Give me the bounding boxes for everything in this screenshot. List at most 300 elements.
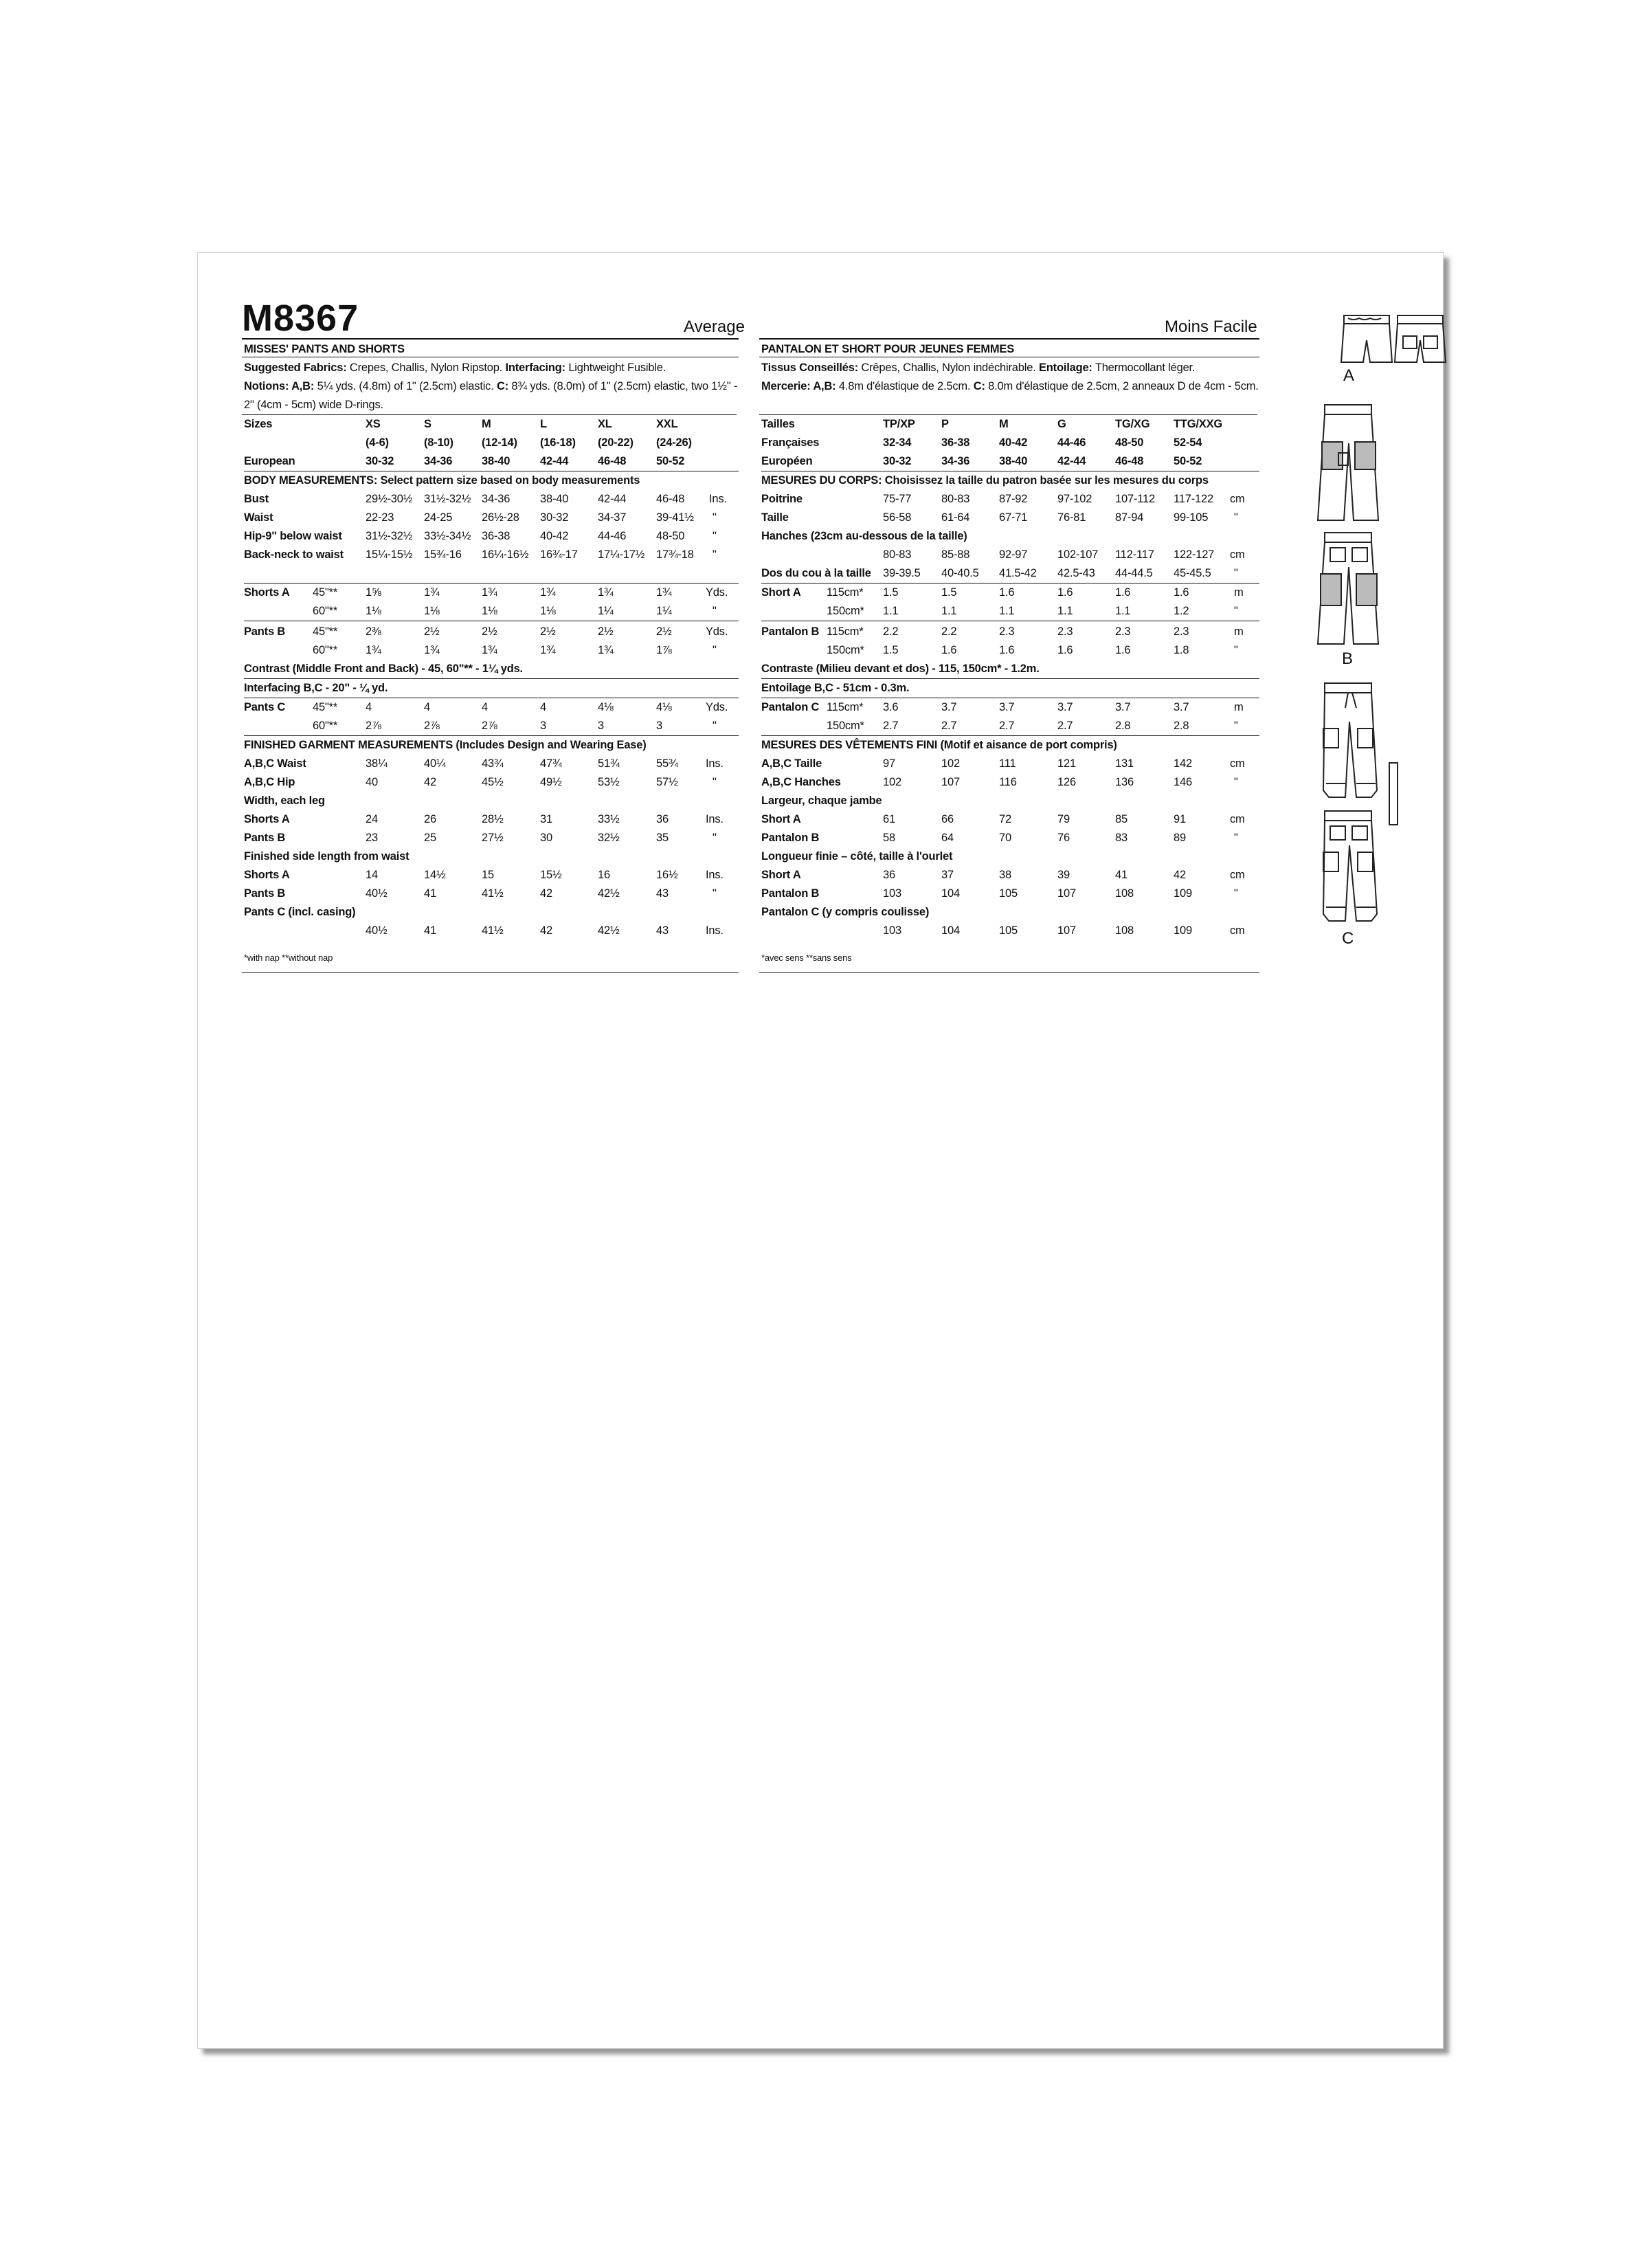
width-leg-label: Largeur, chaque jambe	[761, 794, 882, 807]
cell: 1¼	[598, 605, 614, 617]
cell: 16	[598, 869, 610, 881]
european-cell: 46-48	[598, 455, 627, 467]
yardage-row	[244, 717, 739, 736]
european-cell: 42-44	[540, 455, 569, 467]
cell: 1.1	[1057, 605, 1073, 617]
cell: 2½	[540, 625, 556, 638]
finished-row	[761, 773, 1259, 792]
fabric-width: 115cm*	[827, 625, 864, 638]
cell: 22-23	[366, 511, 394, 524]
cell: 1.1	[999, 605, 1015, 617]
cell: 105	[999, 924, 1018, 937]
cell: 111	[999, 757, 1016, 770]
cell: 46-48	[656, 493, 685, 505]
interfacing-bc-fr: Entoilage B,C - 51cm - 0.3m.	[761, 679, 1259, 698]
cell: 30-32	[883, 455, 912, 467]
cell: 97	[883, 757, 895, 770]
width-leg-label: Width, each leg	[244, 794, 325, 807]
cell: 55¾	[656, 757, 678, 770]
cell: 146	[1174, 776, 1192, 788]
cell: 16¾-17	[540, 548, 578, 561]
yardage-row	[244, 583, 739, 602]
row-label: Back-neck to waist	[244, 548, 344, 561]
cell: 4	[482, 701, 488, 713]
cell: 80-83	[883, 548, 912, 561]
cell: 33½	[598, 813, 620, 825]
row-label: Shorts A	[244, 869, 290, 881]
unit: "	[713, 530, 717, 542]
cell: 39-41½	[656, 511, 694, 524]
cell: 31½-32½	[424, 493, 471, 505]
size-us-cell: (16-18)	[540, 436, 576, 449]
finished-row	[761, 829, 1259, 847]
european-cell: 50-52	[656, 455, 685, 467]
cell: 38-40	[999, 455, 1028, 467]
unit: "	[713, 548, 717, 561]
cell: 109	[1174, 887, 1192, 900]
european-label: European	[244, 455, 295, 467]
yardage-row	[761, 623, 1259, 641]
cell: 42-44	[1057, 455, 1086, 467]
cell: 97-102	[1057, 493, 1092, 505]
cell: 2½	[482, 625, 497, 638]
row-label: Pants B	[244, 887, 286, 900]
cell: 2.3	[1057, 625, 1073, 638]
yardage-row	[244, 641, 739, 660]
cell: 42	[1174, 869, 1186, 881]
row-label: Hip-9" below waist	[244, 530, 342, 542]
cell: 104	[941, 924, 960, 937]
cell: 89	[1174, 832, 1186, 844]
cell: 2.3	[1174, 625, 1189, 638]
fabric-width: 150cm*	[827, 644, 864, 656]
cell: 50-52	[1174, 455, 1202, 467]
cell: 108	[1115, 887, 1134, 900]
cell: 14	[366, 869, 378, 881]
cell: 1.5	[883, 644, 899, 656]
cell: 2½	[598, 625, 614, 638]
cell: 40-42	[540, 530, 569, 542]
cell: 1¾	[424, 586, 440, 599]
cell: 15¾-16	[424, 548, 462, 561]
unit: "	[1234, 567, 1238, 579]
size-us-cell: (8-10)	[424, 436, 453, 449]
difficulty-fr: Moins Facile	[1165, 318, 1257, 336]
unit: "	[1234, 644, 1238, 656]
cell: 122-127	[1174, 548, 1215, 561]
cell: 64	[941, 832, 954, 844]
cell: 4	[424, 701, 430, 713]
cell: 43	[656, 887, 669, 900]
unit: Ins.	[706, 869, 723, 881]
view-label-c: C	[1342, 929, 1354, 948]
unit: cm	[1230, 757, 1245, 770]
unit: cm	[1230, 813, 1245, 825]
cell: 66	[941, 813, 954, 825]
row-label: Pantalon B	[761, 887, 820, 900]
row-label: Pants C	[244, 701, 286, 713]
cell: 43¾	[482, 757, 504, 770]
cell: 1⅛	[366, 605, 381, 617]
row-label: Short A	[761, 869, 801, 881]
cell: 42½	[598, 924, 620, 937]
unit: Ins.	[709, 493, 727, 505]
spacer	[244, 564, 739, 583]
cell: 3.7	[1115, 701, 1131, 713]
cell: 2½	[656, 625, 672, 638]
cell: 36	[883, 869, 895, 881]
cell: 109	[1174, 924, 1192, 937]
unit: cm	[1230, 548, 1245, 561]
row-label: A,B,C Hanches	[761, 776, 841, 788]
notions-c: 8.0m d'élastique de 2.5cm, 2 anneaux D de 4cm - 5cm.	[988, 380, 1259, 392]
cell: 4⅛	[598, 701, 614, 713]
drawstring	[1345, 693, 1356, 708]
size-cell: S	[424, 418, 431, 430]
cell: 1.6	[941, 644, 957, 656]
cell: 42	[540, 924, 552, 937]
fabric-width: 60"**	[313, 605, 338, 617]
contrast-panel	[1356, 574, 1377, 605]
unit: Yds.	[706, 625, 728, 638]
cell: 42½	[598, 887, 620, 900]
back-pocket	[1352, 548, 1367, 562]
unit: "	[713, 832, 717, 844]
cell: 2.3	[999, 625, 1015, 638]
contrast-en: Contrast (Middle Front and Back) - 45, 60"** - 1¼ yds.	[244, 660, 739, 679]
fabric-width: 45"**	[313, 701, 338, 713]
cell: 3.7	[999, 701, 1015, 713]
row-label: Short A	[761, 813, 801, 825]
size-cell: XL	[598, 418, 612, 430]
cell: 1.5	[941, 586, 957, 599]
yardage-row	[761, 717, 1259, 736]
body-row	[761, 564, 1259, 583]
unit: Yds.	[706, 586, 728, 599]
cell: 42	[424, 776, 436, 788]
cell: 1¾	[366, 644, 381, 656]
unit: "	[713, 644, 717, 656]
size-cell: TTG/XXG	[1174, 418, 1223, 430]
fabric-width: 115cm*	[827, 586, 864, 599]
contrast-panel	[1321, 574, 1341, 605]
row-label: Dos du cou à la taille	[761, 567, 871, 579]
cell: 1¾	[540, 644, 556, 656]
row-label: Pants B	[244, 625, 286, 638]
cell: 102-107	[1057, 548, 1099, 561]
european-row-en	[244, 452, 739, 471]
cell: 42-44	[598, 493, 627, 505]
finished-row	[244, 773, 739, 792]
fabrics-text: Crepes, Challis, Nylon Ripstop.	[349, 362, 503, 374]
cell: 15½	[540, 869, 562, 881]
row-label: A,B,C Waist	[244, 757, 306, 770]
cell: 30-32	[540, 511, 569, 524]
cell: 117-122	[1174, 493, 1213, 505]
english-column	[244, 340, 739, 967]
yardage-row	[244, 623, 739, 641]
size-cell: XS	[366, 418, 381, 430]
cell: 126	[1057, 776, 1076, 788]
interfacing-bc-en: Interfacing B,C - 20" - ¼ yd.	[244, 679, 739, 698]
cell: 15¼-15½	[366, 548, 413, 561]
fabrics-text: Crêpes, Challis, Nylon indéchirable.	[861, 362, 1036, 374]
back-pocket	[1330, 826, 1345, 840]
cell: 87-94	[1115, 511, 1144, 524]
rule-bottom-en	[242, 972, 739, 973]
cell: 48-50	[1115, 436, 1144, 449]
cell: 51¾	[598, 757, 620, 770]
cell: 72	[999, 813, 1011, 825]
cell: 14½	[424, 869, 446, 881]
cell: 1⅛	[540, 605, 556, 617]
cell: 87-92	[999, 493, 1028, 505]
cell: 4	[366, 701, 372, 713]
cell: 4	[540, 701, 546, 713]
size-cell: G	[1057, 418, 1066, 430]
cell: 26½-28	[482, 511, 519, 524]
cell: 38-40	[540, 493, 569, 505]
cell: 1⅝	[366, 586, 381, 599]
cell: 25	[424, 832, 436, 844]
cell: 44-46	[598, 530, 627, 542]
cell: 1.1	[941, 605, 957, 617]
cell: 2⅜	[366, 625, 381, 638]
cell: 1⅛	[424, 605, 440, 617]
cell: 104	[941, 887, 960, 900]
notions-c-label: C:	[497, 380, 509, 392]
footnote-en: *with nap **without nap	[244, 953, 333, 963]
cell: 1¾	[598, 644, 614, 656]
cell: 53½	[598, 776, 620, 788]
cell: 85-88	[941, 548, 970, 561]
european-cell: 30-32	[366, 455, 394, 467]
fabric-width: 115cm*	[827, 701, 864, 713]
fabrics-label: Suggested Fabrics:	[244, 362, 347, 374]
sizes-row-en	[244, 415, 739, 434]
cell: 34-36	[941, 455, 970, 467]
cell: 92-97	[999, 548, 1028, 561]
row-label: Pants B	[244, 832, 286, 844]
cell: 1.6	[1115, 586, 1131, 599]
cell: 42.5-43	[1057, 567, 1095, 579]
cell: 80-83	[941, 493, 970, 505]
finished-row	[244, 922, 739, 940]
cell: 136	[1115, 776, 1134, 788]
cell: 3	[598, 720, 604, 732]
side-length-label: Finished side length from waist	[244, 850, 410, 863]
european-label: Européen	[761, 455, 813, 467]
body-heading-en: BODY MEASUREMENTS: Select pattern size based on body measurements	[244, 474, 640, 487]
pants-back-outline	[1323, 811, 1377, 921]
cell: 2.7	[941, 720, 957, 732]
pantalon-c-length-label: Pantalon C (y compris coulisse)	[761, 906, 930, 918]
fabrics-label: Tissus Conseillés:	[761, 362, 858, 374]
cargo-pocket	[1323, 852, 1338, 871]
notions-ab: 4.8m d'élastique de 2.5cm.	[838, 380, 971, 392]
body-row-hip	[244, 527, 739, 546]
cell: 3	[656, 720, 662, 732]
cell: 91	[1174, 813, 1186, 825]
cell: 107	[1057, 924, 1076, 937]
cell: 36	[656, 813, 669, 825]
cell: 49½	[540, 776, 562, 788]
interfacing-label: Entoilage:	[1038, 362, 1092, 374]
row-label: Waist	[244, 511, 273, 524]
finished-row	[244, 866, 739, 885]
cell: 48-50	[656, 530, 685, 542]
unit: "	[713, 605, 717, 617]
cell: 2½	[424, 625, 440, 638]
cell: 1⅛	[482, 605, 497, 617]
cell: 1.6	[999, 586, 1015, 599]
cargo-pocket	[1358, 729, 1373, 748]
unit: "	[1234, 720, 1238, 732]
cell: 40¼	[424, 757, 446, 770]
cell: 2.8	[1174, 720, 1189, 732]
cell: 102	[883, 776, 901, 788]
cell: 38¼	[366, 757, 388, 770]
cell: 75-77	[883, 493, 912, 505]
interfacing-text: Lightweight Fusible.	[568, 362, 666, 374]
cell: 31½-32½	[366, 530, 413, 542]
fabrics-fr	[761, 359, 1259, 377]
cell: 38	[999, 869, 1011, 881]
cell: 102	[941, 757, 960, 770]
row-label: Short A	[761, 586, 801, 599]
fabric-width: 150cm*	[827, 605, 864, 617]
cell: 2.2	[941, 625, 957, 638]
size-us-cell: (4-6)	[366, 436, 389, 449]
cell: 41½	[482, 924, 504, 937]
finished-row	[244, 829, 739, 847]
cell: 1.5	[883, 586, 899, 599]
cell: 2.2	[883, 625, 899, 638]
pattern-number: M8367	[242, 298, 359, 339]
cell: 70	[999, 832, 1011, 844]
cell: 43	[656, 924, 669, 937]
pants-c-technical-drawing	[1311, 680, 1407, 928]
cell: 40½	[366, 887, 388, 900]
body-row	[761, 509, 1259, 527]
cell: 3.7	[941, 701, 957, 713]
contrast-fr: Contraste (Milieu devant et dos) - 115, 150cm* - 1.2m.	[761, 660, 1259, 679]
cell: 61-64	[941, 511, 970, 524]
cell: 58	[883, 832, 895, 844]
elastic-gather	[1348, 318, 1381, 320]
cell: 30	[540, 832, 552, 844]
size-cell: L	[540, 418, 547, 430]
cell: 46-48	[1115, 455, 1144, 467]
unit: m	[1234, 625, 1244, 638]
cell: 24	[366, 813, 378, 825]
cell: 34-37	[598, 511, 627, 524]
cell: 2.7	[1057, 720, 1073, 732]
cell: 2.8	[1115, 720, 1131, 732]
cell: 105	[999, 887, 1018, 900]
fabric-width: 45"**	[313, 625, 338, 638]
cell: 41½	[482, 887, 504, 900]
body-row-back	[244, 546, 739, 564]
cell: 108	[1115, 924, 1134, 937]
unit: "	[713, 511, 717, 524]
cell: 1¼	[656, 605, 672, 617]
spacer	[244, 940, 739, 948]
finished-row	[761, 885, 1259, 903]
row-label: Poitrine	[761, 493, 803, 505]
unit: "	[713, 720, 717, 732]
unit: Yds.	[706, 701, 728, 713]
unit: cm	[1230, 493, 1245, 505]
cell: 31	[540, 813, 552, 825]
unit: "	[1234, 605, 1238, 617]
yardage-row	[761, 641, 1259, 660]
size-us-cell: (20-22)	[598, 436, 633, 449]
body-row	[761, 546, 1259, 564]
cell: 2.7	[999, 720, 1015, 732]
cell: 3.7	[1057, 701, 1073, 713]
cell: 29½-30½	[366, 493, 413, 505]
notions-en	[244, 377, 739, 414]
row-label: A,B,C Hip	[244, 776, 295, 788]
cell: 52-54	[1174, 436, 1202, 449]
size-cell: TP/XP	[883, 418, 915, 430]
cell: 16½	[656, 869, 678, 881]
cell: 40½	[366, 924, 388, 937]
rule-bottom-fr	[759, 972, 1259, 973]
cell: 1¾	[482, 644, 497, 656]
unit: Ins.	[706, 813, 723, 825]
title-fr: PANTALON ET SHORT POUR JEUNES FEMMES	[761, 343, 1015, 355]
cell: 1.2	[1174, 605, 1189, 617]
cell: 1.6	[999, 644, 1015, 656]
cargo-pocket	[1323, 729, 1338, 748]
finished-row	[761, 866, 1259, 885]
finished-row	[761, 810, 1259, 829]
interfacing-label: Interfacing:	[505, 362, 565, 374]
hip-label-fr: Hanches (23cm au-dessous de la taille)	[761, 530, 967, 542]
cell: 2⅞	[366, 720, 381, 732]
rule-top-en	[242, 338, 739, 340]
cell: 39-39.5	[883, 567, 921, 579]
cell: 37	[941, 869, 954, 881]
francaises-row	[761, 434, 1259, 452]
row-label: Pantalon C	[761, 701, 820, 713]
cell: 44-44.5	[1115, 567, 1153, 579]
unit: "	[1234, 776, 1238, 788]
contrast-panel	[1355, 442, 1376, 469]
row-label: Pantalon B	[761, 832, 820, 844]
cell: 16¼-16½	[482, 548, 529, 561]
cell: 27½	[482, 832, 504, 844]
cell: 4⅛	[656, 701, 672, 713]
cargo-pocket	[1358, 852, 1373, 871]
cell: 47¾	[540, 757, 562, 770]
body-heading-fr: MESURES DU CORPS: Choisissez la taille du patron basée sur les mesures du corps	[761, 474, 1209, 487]
size-us-cell: (24-26)	[656, 436, 692, 449]
yardage-row	[761, 583, 1259, 602]
cell: 24-25	[424, 511, 453, 524]
back-pocket	[1330, 548, 1345, 562]
row-label: A,B,C Taille	[761, 757, 822, 770]
finished-row	[761, 922, 1259, 940]
row-label: Pantalon B	[761, 625, 820, 638]
cell: 1.6	[1174, 586, 1189, 599]
cell: 107-112	[1115, 493, 1155, 505]
finished-row	[244, 885, 739, 903]
cell: 2.7	[883, 720, 899, 732]
cell: 67-71	[999, 511, 1028, 524]
